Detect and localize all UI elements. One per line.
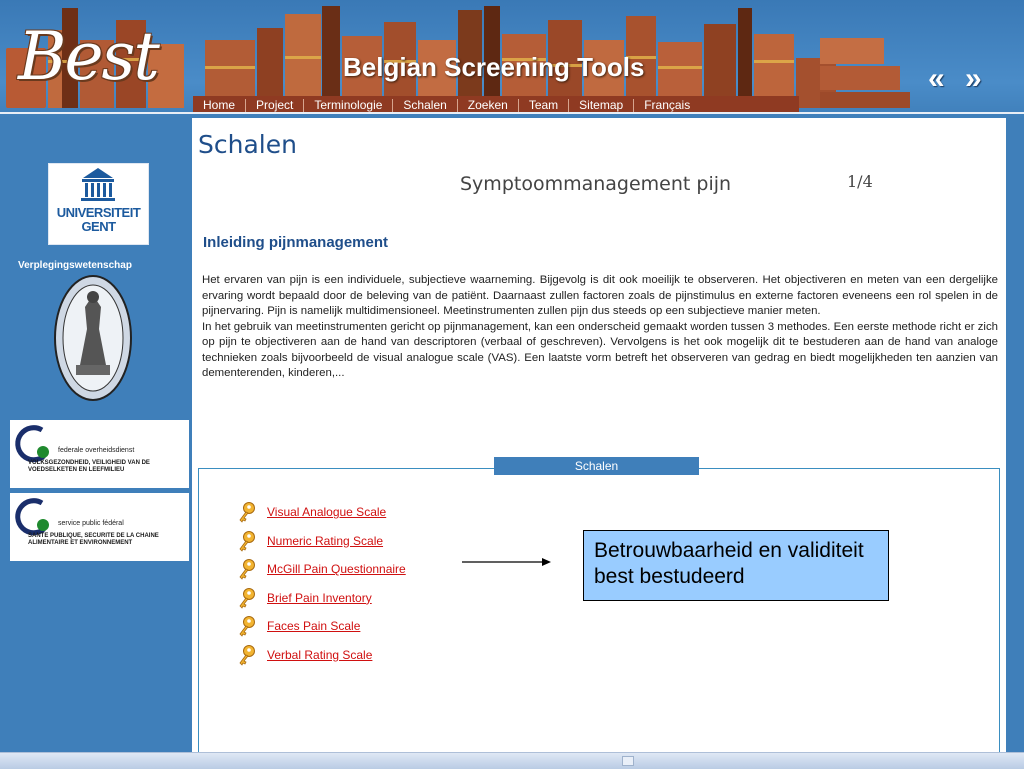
nav-item-project[interactable]: Project: [245, 99, 303, 112]
scale-link-bpi[interactable]: Brief Pain Inventory: [267, 590, 372, 605]
federal-logo-icon: [14, 424, 54, 464]
site-header: [0, 0, 1024, 118]
arrow-right-icon: [462, 555, 552, 569]
nav-item-home[interactable]: Home: [203, 97, 236, 112]
federal-fr-name: service public fédéral: [58, 520, 124, 527]
right-frame: [1006, 118, 1024, 758]
university-seal-icon: [52, 273, 134, 403]
federal-nl-department: VOLKSGEZONDHEID, VEILIGHEID VAN DE VOEDSELKETEN EN LEEFMILIEU: [28, 460, 150, 473]
ugent-logo[interactable]: [48, 163, 149, 245]
federal-fr-department: SANTE PUBLIQUE, SECURITE DE LA CHAINE ALIMENTAIRE ET ENVIRONNEMENT: [28, 533, 159, 546]
list-item: [236, 527, 406, 556]
key-icon: [236, 558, 258, 580]
nav-item-team[interactable]: Team: [518, 99, 568, 112]
federal-service-nl-logo[interactable]: [10, 420, 189, 488]
intro-paragraph-1: Het ervaren van pijn is een individuele, subjectieve waarneming. Bijgevolg is dit ook moeilijk te observeren. Het objectiveren en meten van een dergelijke ervaring wordt bepaald door de beleving van de patiënt. Daarnaast zullen factoren zoals de pijnstimulus en externe factoren eveneens een rol spelen in de pijnervaring. Pijn is namelijk multidimensioneel. Meetinstrumenten zullen pijn dus steeds op een subjectieve manier meten.: [202, 274, 998, 317]
main-content: [192, 118, 1006, 758]
nav-item-francais[interactable]: Français: [633, 99, 700, 112]
page-navigation-arrows[interactable]: « »: [928, 62, 988, 95]
callout-box: Betrouwbaarheid en validiteit best bestudeerd: [583, 530, 889, 601]
nav-item-schalen[interactable]: Schalen: [392, 99, 456, 112]
page-title: Schalen: [198, 130, 297, 159]
list-item: [236, 498, 406, 527]
faculty-label: Verplegingswetenschap: [18, 260, 132, 271]
intro-paragraph-2: In het gebruik van meetinstrumenten gericht op pijnmanagement, kan een onderscheid gemaakt worden tussen 3 methodes. Een eerste methode richt er zich op pijn te objectiveren aan de hand van descriptoren (verbaal of geschreven). Vervolgens is het ook mogelijk dit te bestuderen aan de hand van analoge technieken zoals bijvoorbeeld de visual analogue scale (VAS). Een laatste vorm betreft het observeren van gedrag en biedt mogelijkheden ten aanzien van dementerenden, kinderen,...: [202, 320, 998, 379]
key-icon: [236, 501, 258, 523]
section-title: Inleiding pijnmanagement: [203, 234, 389, 251]
ugent-logo-text: UNIVERSITEIT GENT: [56, 205, 141, 234]
sidebar: [0, 118, 192, 758]
list-item: [236, 584, 406, 613]
key-icon: [236, 615, 258, 637]
header-divider: [0, 112, 1024, 114]
scale-list: [236, 498, 406, 669]
nav-item-sitemap[interactable]: Sitemap: [568, 99, 633, 112]
key-icon: [236, 644, 258, 666]
list-item: [236, 641, 406, 670]
federal-service-fr-logo[interactable]: [10, 493, 189, 561]
nav-item-zoeken[interactable]: Zoeken: [457, 99, 518, 112]
intro-text: [202, 273, 998, 382]
page-counter: 1/4: [847, 172, 873, 191]
list-item: [236, 555, 406, 584]
site-title: Belgian Screening Tools: [343, 52, 645, 82]
nav-item-terminologie[interactable]: Terminologie: [303, 99, 392, 112]
page-subtitle: Symptoommanagement pijn: [460, 173, 732, 195]
scale-link-nrs[interactable]: Numeric Rating Scale: [267, 533, 384, 548]
federal-logo-icon: [14, 497, 54, 537]
building-icon: [49, 164, 148, 206]
best-logo[interactable]: Best: [18, 18, 158, 95]
federal-nl-name: federale overheidsdienst: [58, 447, 135, 454]
scale-link-vas[interactable]: Visual Analogue Scale: [267, 505, 387, 520]
scale-link-mcgill[interactable]: McGill Pain Questionnaire: [267, 562, 406, 577]
list-item: [236, 612, 406, 641]
key-icon: [236, 587, 258, 609]
scale-link-vrs[interactable]: Verbal Rating Scale: [267, 647, 373, 662]
grip-handle-icon[interactable]: [622, 756, 634, 766]
slide-bottom-bar: [0, 752, 1024, 769]
scale-link-faces[interactable]: Faces Pain Scale: [267, 619, 361, 634]
key-icon: [236, 530, 258, 552]
scales-panel-tab: Schalen: [494, 457, 699, 475]
